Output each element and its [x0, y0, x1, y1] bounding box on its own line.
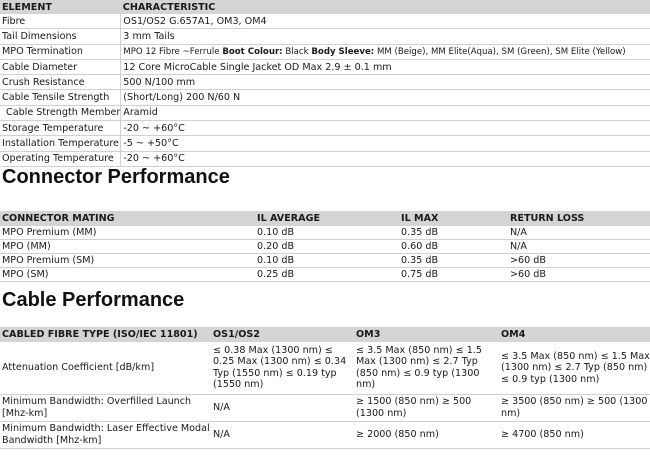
- spec-value: 12 Core MicroCable Single Jacket OD Max 2.9 ± 0.1 mm: [121, 59, 650, 74]
- connector-cell: MPO (SM): [0, 268, 255, 282]
- cable-header: OM4: [499, 327, 650, 342]
- spec-row-tensile-strength: [0, 90, 650, 105]
- connector-cell: 0.60 dB: [399, 240, 508, 254]
- cable-header: OS1/OS2: [211, 327, 354, 342]
- connector-cell: 0.35 dB: [399, 226, 508, 240]
- connector-header-row: [0, 211, 650, 226]
- cable-cell: ≥ 2000 (850 nm): [354, 421, 499, 448]
- connector-cell: MPO Premium (MM): [0, 226, 255, 240]
- spec-label: Cable Strength Member: [0, 105, 121, 120]
- connector-cell: 0.20 dB: [255, 240, 399, 254]
- mpo-part: MPO 12 Fibre ~Ferrule: [123, 46, 220, 57]
- spec-value: -20 ~ +60°C: [121, 151, 650, 166]
- connector-cell: 0.75 dB: [399, 268, 508, 282]
- cable-cell: ≥ 4700 (850 nm): [499, 421, 650, 448]
- body-sleeve-label: Body Sleeve:: [311, 46, 375, 57]
- spec-row-operating-temperature: [0, 151, 650, 166]
- spec-label: MPO Termination: [0, 44, 121, 59]
- connector-cell: N/A: [508, 226, 650, 240]
- spec-value: -5 ~ +50°C: [121, 136, 650, 151]
- spec-row-cable-diameter: [0, 59, 650, 74]
- body-sleeve-value: MM (Beige), MM Elite(Aqua), SM (Green), SM Elite (Yellow): [376, 46, 626, 57]
- cable-row-attenuation: [0, 342, 650, 394]
- connector-cell: >60 dB: [508, 254, 650, 268]
- spec-value: OS1/OS2 G.657A1, OM3, OM4: [121, 14, 650, 29]
- cable-cell: Minimum Bandwidth: Laser Effective Modal Bandwidth [Mhz-km]: [0, 421, 211, 448]
- connector-header: CONNECTOR MATING: [0, 211, 255, 226]
- connector-header: RETURN LOSS: [508, 211, 650, 226]
- spec-label: Cable Diameter: [0, 59, 121, 74]
- spec-label: Operating Temperature: [0, 151, 121, 166]
- connector-row: [0, 226, 650, 240]
- spec-label: Storage Temperature: [0, 121, 121, 136]
- connector-header: IL MAX: [399, 211, 508, 226]
- spec-label: Installation Temperature: [0, 136, 121, 151]
- connector-cell: MPO (MM): [0, 240, 255, 254]
- spec-value: (Short/Long) 200 N/60 N: [121, 90, 650, 105]
- cable-cell: Minimum Bandwidth: Overfilled Launch [Mhz-km]: [0, 394, 211, 421]
- connector-cell: 0.25 dB: [255, 268, 399, 282]
- connector-cell: 0.10 dB: [255, 226, 399, 240]
- connector-cell: 0.10 dB: [255, 254, 399, 268]
- cable-cell: ≤ 3.5 Max (850 nm) ≤ 1.5 Max (1300 nm) ≤ 2.7 Typ (850 nm) ≤ 0.9 typ (1300 nm): [354, 342, 499, 394]
- connector-performance-heading: Connector Performance: [2, 166, 230, 188]
- spec-row-mpo-termination: [0, 44, 650, 59]
- cable-performance-table: [0, 327, 650, 449]
- connector-row: [0, 268, 650, 282]
- spec-value-mpo: [121, 44, 650, 59]
- cable-cell: ≥ 3500 (850 nm) ≥ 500 (1300 nm): [499, 394, 650, 421]
- connector-cell: 0.35 dB: [399, 254, 508, 268]
- connector-row: [0, 240, 650, 254]
- cable-cell: ≥ 1500 (850 nm) ≥ 500 (1300 nm): [354, 394, 499, 421]
- spec-label: Fibre: [0, 14, 121, 29]
- cable-header: OM3: [354, 327, 499, 342]
- spec-row-crush-resistance: [0, 75, 650, 90]
- spec-value: -20 ~ +60°C: [121, 121, 650, 136]
- cable-row-laser-bandwidth: [0, 421, 650, 448]
- connector-cell: >60 dB: [508, 268, 650, 282]
- spec-table: [0, 0, 650, 167]
- cable-cell: N/A: [211, 421, 354, 448]
- spec-header-row: [0, 0, 650, 14]
- spec-value: Aramid: [121, 105, 650, 120]
- cable-row-overfilled-launch: [0, 394, 650, 421]
- spec-header-characteristic: CHARACTERISTIC: [121, 0, 650, 14]
- spec-label: Crush Resistance: [0, 75, 121, 90]
- boot-colour-value: Black: [285, 46, 309, 57]
- cable-cell: Attenuation Coefficient [dB/km]: [0, 342, 211, 394]
- cable-cell: ≤ 0.38 Max (1300 nm) ≤ 0.25 Max (1300 nm) ≤ 0.34 Typ (1550 nm) ≤ 0.19 typ (1550 nm): [211, 342, 354, 394]
- connector-row: [0, 254, 650, 268]
- spec-label: Cable Tensile Strength: [0, 90, 121, 105]
- cable-performance-heading: Cable Performance: [2, 289, 185, 311]
- spec-row-storage-temperature: [0, 121, 650, 136]
- cable-cell: ≤ 3.5 Max (850 nm) ≤ 1.5 Max (1300 nm) ≤ 2.7 Typ (850 nm) ≤ 0.9 typ (1300 nm): [499, 342, 650, 394]
- cable-header-row: [0, 327, 650, 342]
- spec-value: 500 N/100 mm: [121, 75, 650, 90]
- boot-colour-label: Boot Colour:: [222, 46, 283, 57]
- connector-cell: MPO Premium (SM): [0, 254, 255, 268]
- spec-header-element: ELEMENT: [0, 0, 121, 14]
- connector-performance-table: [0, 211, 650, 282]
- spec-row-strength-member: [0, 105, 650, 120]
- spec-label: Tail Dimensions: [0, 29, 121, 44]
- cable-header: CABLED FIBRE TYPE (ISO/IEC 11801): [0, 327, 211, 342]
- spec-value: 3 mm Tails: [121, 29, 650, 44]
- connector-cell: N/A: [508, 240, 650, 254]
- spec-row-tail-dimensions: [0, 29, 650, 44]
- connector-header: IL AVERAGE: [255, 211, 399, 226]
- cable-cell: N/A: [211, 394, 354, 421]
- spec-row-fibre: [0, 14, 650, 29]
- spec-row-installation-temperature: [0, 136, 650, 151]
